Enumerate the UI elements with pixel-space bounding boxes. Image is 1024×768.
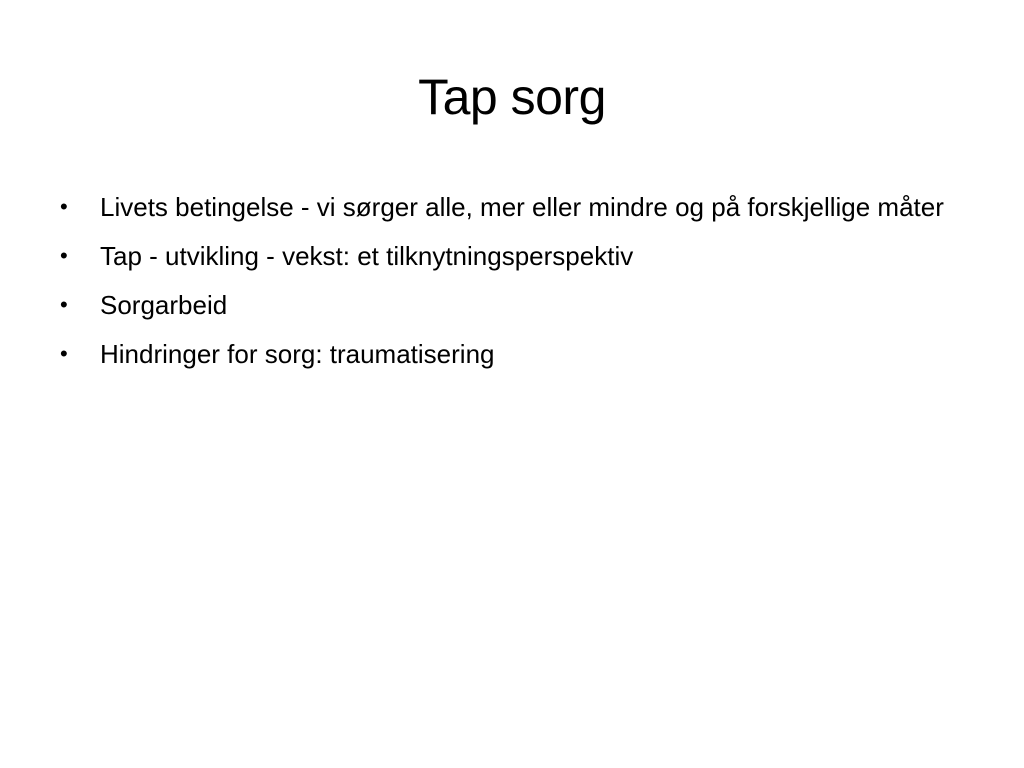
bullet-list — [60, 188, 960, 384]
bullet-icon: • — [60, 292, 68, 317]
list-item — [60, 286, 960, 324]
list-item — [60, 237, 960, 275]
bullet-text: Sorgarbeid — [100, 290, 228, 320]
list-item — [60, 335, 960, 373]
bullet-icon: • — [60, 243, 68, 268]
slide-title: Tap sorg — [418, 69, 606, 125]
bullet-text: Livets betingelse - vi sørger alle, mer eller mindre og på forskjellige måter — [100, 192, 944, 222]
bullet-icon: • — [60, 194, 68, 219]
bullet-text: Hindringer for sorg: traumatisering — [100, 339, 495, 369]
bullet-icon: • — [60, 341, 68, 366]
bullet-text: Tap - utvikling - vekst: et tilknytningsperspektiv — [100, 241, 634, 271]
list-item — [60, 188, 960, 226]
